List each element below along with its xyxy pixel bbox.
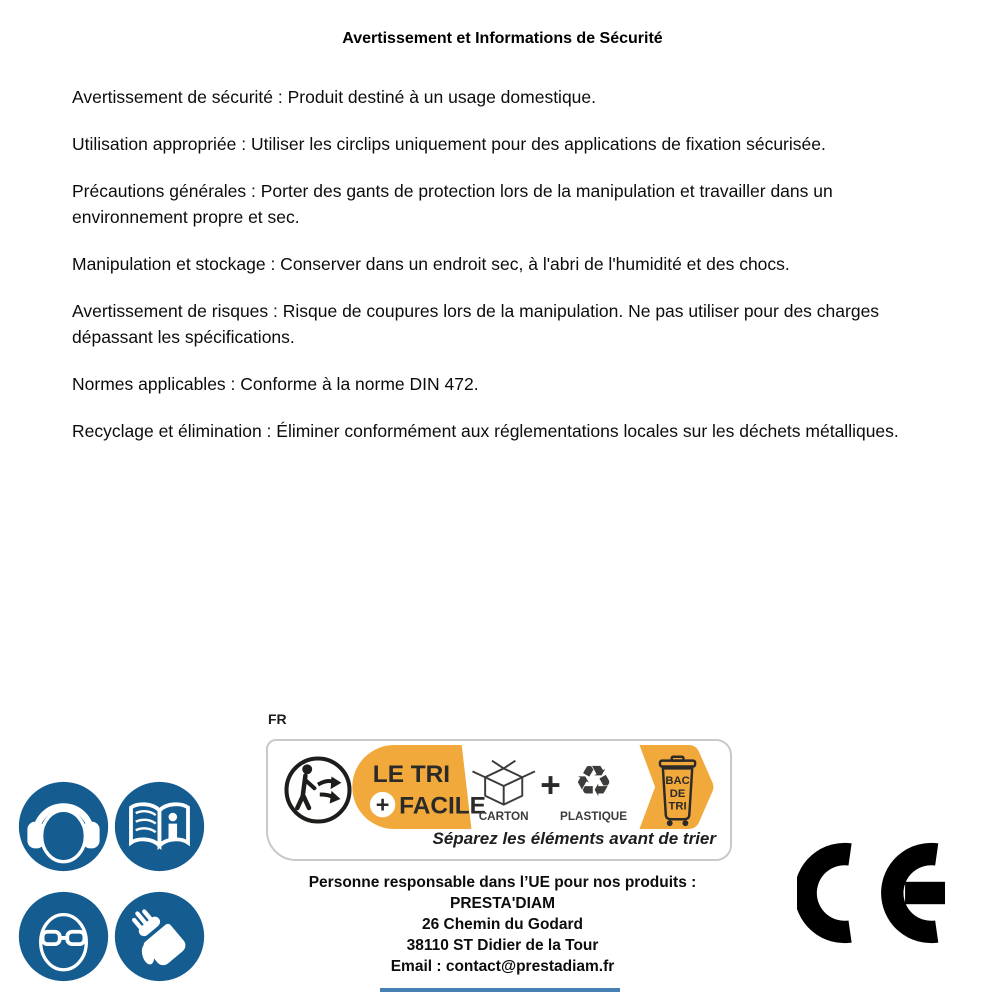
responsible-city: 38110 ST Didier de la Tour	[406, 937, 599, 954]
read-manual-icon	[112, 779, 207, 874]
country-code-label: FR	[268, 711, 287, 727]
material-plus: +	[540, 765, 561, 805]
page-title: Avertissement et Informations de Sécurité	[342, 30, 663, 47]
bin-label-line1: BAC	[665, 775, 690, 788]
responsible-street: 26 Chemin du Godard	[421, 916, 584, 933]
tri-facile-banner	[352, 745, 714, 829]
paragraph-safety-warning: Avertissement de sécurité : Produit destiné à un usage domestique.	[72, 87, 597, 107]
bottom-divider	[380, 988, 620, 992]
paragraph-standards: Normes applicables : Conforme à la norme DIN 472.	[72, 374, 479, 394]
paragraph-general-precautions: Précautions générales : Porter des gants de protection lors de la manipulation et travailler dans un environnement propre et sec.	[72, 181, 833, 227]
tri-headline-line1: LE TRI	[372, 761, 451, 789]
tri-caption: Séparez les éléments avant de trier	[432, 829, 716, 848]
responsible-intro-line: Personne responsable dans l’UE pour nos produits :	[308, 874, 697, 891]
tri-headline-plus: +	[375, 791, 390, 818]
paragraph-recycling: Recyclage et élimination : Éliminer conformément aux réglementations locales sur les déchets métalliques.	[72, 421, 899, 441]
triman-icon	[282, 749, 354, 831]
paragraph-risk-warning: Avertissement de risques : Risque de coupures lors de la manipulation. Ne pas utiliser pour des charges dépassant les spécifications.	[72, 301, 880, 347]
responsible-person-block	[250, 872, 755, 977]
ce-marking-icon	[797, 841, 945, 945]
responsible-company: PRESTA'DIAM	[449, 895, 555, 912]
bin-label-line2: DE	[669, 787, 686, 800]
material-carton-label: CARTON	[478, 810, 529, 824]
ear-protection-icon	[16, 779, 111, 874]
bin-label-line3: TRI	[668, 800, 687, 813]
responsible-email: Email : contact@prestadiam.fr	[390, 958, 615, 975]
material-plastique-label: PLASTIQUE	[560, 810, 628, 824]
eye-protection-icon	[16, 889, 111, 984]
info-tri-label	[266, 739, 732, 861]
paragraph-handling-storage: Manipulation et stockage : Conserver dans un endroit sec, à l'abri de l'humidité et des chocs.	[72, 254, 790, 274]
tri-headline-line2: FACILE	[399, 792, 486, 820]
paragraph-appropriate-use: Utilisation appropriée : Utiliser les circlips uniquement pour des applications de fixation sécurisée.	[72, 134, 826, 154]
protective-gloves-icon	[112, 889, 207, 984]
plastique-recycle-icon: ♻	[574, 756, 613, 807]
safety-text-block	[72, 84, 938, 465]
